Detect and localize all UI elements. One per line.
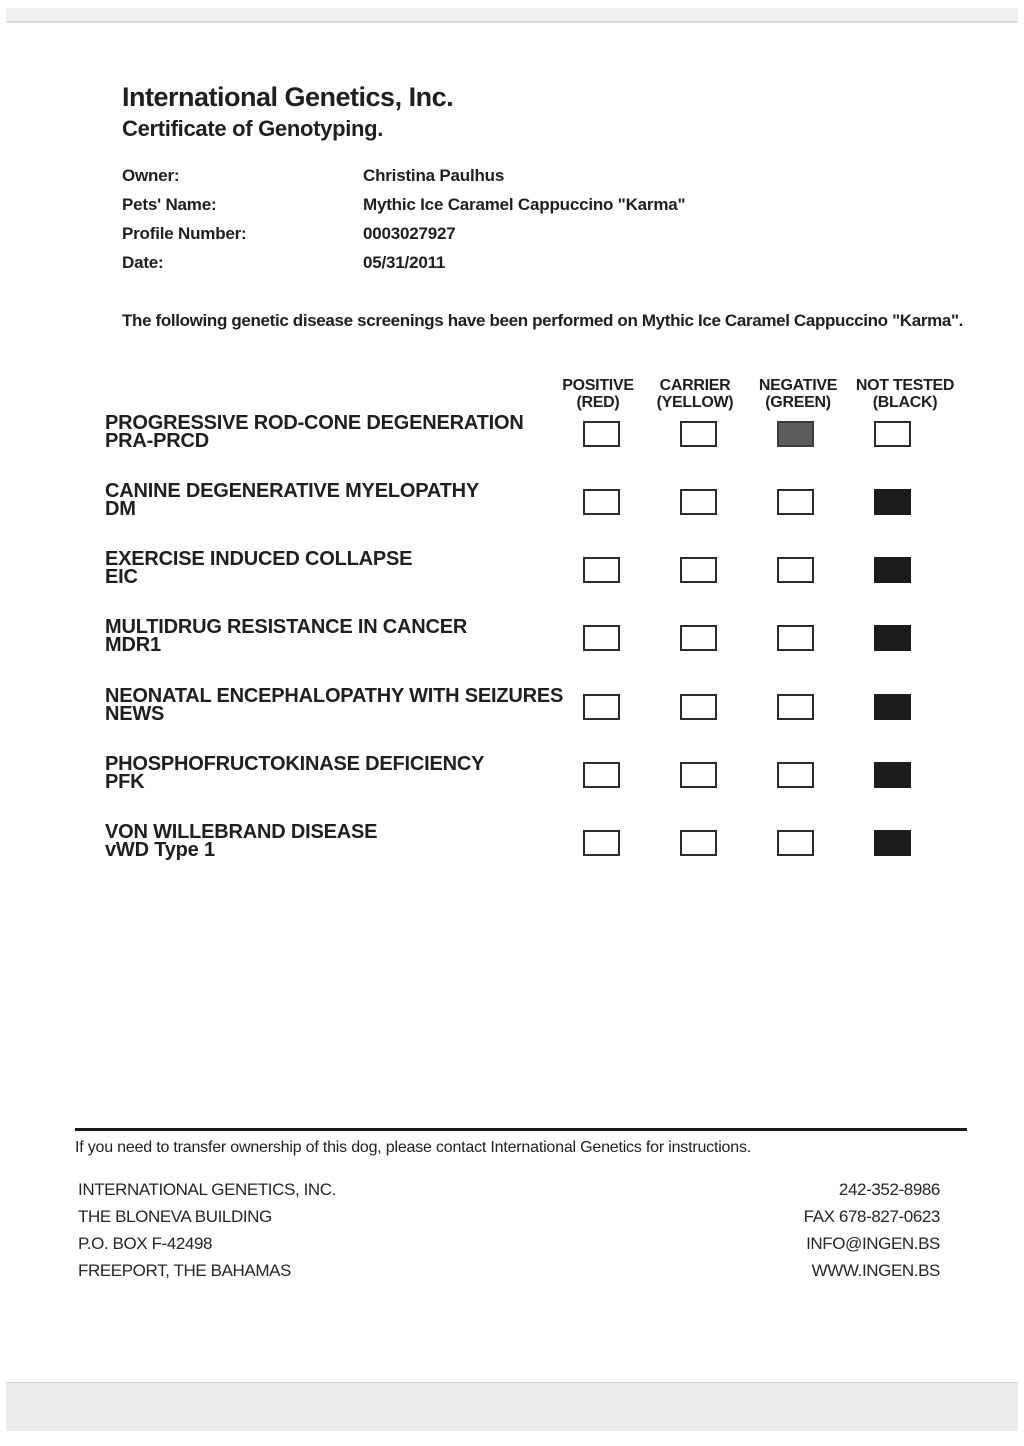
checkbox-negative	[777, 421, 814, 447]
test-name: MULTIDRUG RESISTANCE IN CANCER	[105, 616, 468, 638]
test-label	[105, 618, 467, 654]
scan-artifact-bottom	[6, 1382, 1018, 1431]
checkbox-not-tested	[874, 557, 911, 583]
test-abbr: PFK	[105, 771, 145, 793]
test-name: VON WILLEBRAND DISEASE	[105, 821, 378, 843]
test-label	[105, 550, 412, 586]
checkbox-not-tested	[874, 694, 911, 720]
footer-address-block	[78, 1176, 336, 1284]
test-abbr: EIC	[105, 566, 138, 588]
checkbox-carrier	[680, 762, 717, 788]
column-header-negative-line2: (GREEN)	[765, 394, 831, 411]
test-name: EXERCISE INDUCED COLLAPSE	[105, 548, 413, 570]
checkbox-carrier	[680, 625, 717, 651]
footer-website: WWW.INGEN.BS	[811, 1261, 940, 1280]
pet-name-row	[122, 195, 822, 224]
company-title: International Genetics, Inc.	[122, 82, 454, 112]
test-abbr: vWD Type 1	[105, 839, 215, 861]
column-header-not-tested-line2: (BLACK)	[872, 394, 938, 411]
test-name: PROGRESSIVE ROD-CONE DEGENERATION	[105, 412, 524, 434]
test-name: CANINE DEGENERATIVE MYELOPATHY	[105, 480, 480, 502]
certificate-subtitle: Certificate of Genotyping.	[122, 116, 384, 141]
checkbox-carrier	[680, 694, 717, 720]
checkbox-positive	[583, 694, 620, 720]
footer-building: THE BLONEVA BUILDING	[78, 1207, 272, 1226]
checkbox-positive	[583, 557, 620, 583]
footer-fax: FAX 678-827-0623	[803, 1207, 940, 1226]
column-header-not-tested-line1: NOT TESTED	[855, 377, 955, 394]
test-label	[105, 482, 479, 518]
footer-email: INFO@INGEN.BS	[806, 1234, 940, 1253]
checkbox-not-tested	[874, 830, 911, 856]
checkbox-carrier	[680, 830, 717, 856]
checkbox-not-tested	[874, 421, 911, 447]
test-abbr: NEWS	[105, 703, 165, 725]
checkbox-positive	[583, 421, 620, 447]
profile-number-label: Profile Number:	[122, 224, 247, 243]
scan-artifact-top	[6, 8, 1018, 23]
checkbox-not-tested	[874, 762, 911, 788]
checkbox-positive	[583, 489, 620, 515]
test-row-eic	[0, 550, 1024, 612]
test-row-pra-prcd	[0, 414, 1024, 476]
column-header-negative-line1: NEGATIVE	[758, 377, 838, 394]
date-label: Date:	[122, 253, 164, 272]
test-label	[105, 823, 377, 859]
checkbox-carrier	[680, 421, 717, 447]
checkbox-carrier	[680, 557, 717, 583]
footer-phone: 242-352-8986	[838, 1180, 940, 1199]
test-row-news	[0, 687, 1024, 749]
column-header-carrier-line1: CARRIER	[659, 377, 731, 394]
profile-number-row	[122, 224, 822, 253]
column-header-positive-line1: POSITIVE	[562, 377, 634, 394]
profile-number-value: 0003027927	[363, 224, 456, 243]
screening-intro-text: The following genetic disease screenings have been performed on Mythic Ice Caramel Cappuccino "Karma".	[122, 311, 964, 330]
footer-city: FREEPORT, THE BAHAMAS	[78, 1261, 291, 1280]
checkbox-negative	[777, 557, 814, 583]
test-name: NEONATAL ENCEPHALOPATHY WITH SEIZURES	[105, 685, 564, 707]
checkbox-negative	[777, 694, 814, 720]
test-abbr: DM	[105, 498, 136, 520]
test-label	[105, 755, 484, 791]
test-name: PHOSPHOFRUCTOKINASE DEFICIENCY	[105, 753, 485, 775]
checkbox-negative	[777, 625, 814, 651]
owner-label: Owner:	[122, 166, 180, 185]
checkbox-not-tested	[874, 625, 911, 651]
owner-row	[122, 166, 822, 195]
checkbox-negative	[777, 762, 814, 788]
date-row	[122, 253, 822, 282]
checkbox-positive	[583, 762, 620, 788]
horizontal-divider	[75, 1128, 967, 1131]
test-row-pfk	[0, 755, 1024, 817]
date-value: 05/31/2011	[363, 253, 446, 272]
test-row-dm	[0, 482, 1024, 544]
checkbox-not-tested	[874, 489, 911, 515]
test-label	[105, 414, 524, 450]
info-fields	[122, 166, 822, 282]
checkbox-positive	[583, 830, 620, 856]
checkbox-carrier	[680, 489, 717, 515]
checkbox-negative	[777, 489, 814, 515]
test-row-mdr1	[0, 618, 1024, 680]
checkbox-negative	[777, 830, 814, 856]
column-header-not-tested	[840, 377, 970, 411]
footer-contact-block	[804, 1176, 940, 1284]
column-header-carrier-line2: (YELLOW)	[656, 394, 734, 411]
test-row-vwd	[0, 823, 1024, 885]
test-abbr: MDR1	[105, 634, 161, 656]
checkbox-positive	[583, 625, 620, 651]
owner-value: Christina Paulhus	[363, 166, 505, 185]
footer-company-name: INTERNATIONAL GENETICS, INC.	[78, 1180, 336, 1199]
footer-po-box: P.O. BOX F-42498	[78, 1234, 213, 1253]
transfer-ownership-note: If you need to transfer ownership of this dog, please contact International Genetics for instructions.	[75, 1139, 751, 1156]
test-label	[105, 687, 563, 723]
pet-name-value: Mythic Ice Caramel Cappuccino "Karma"	[363, 195, 686, 214]
test-abbr: PRA-PRCD	[105, 430, 209, 452]
pet-name-label: Pets' Name:	[122, 195, 217, 214]
column-header-positive-line2: (RED)	[576, 394, 620, 411]
